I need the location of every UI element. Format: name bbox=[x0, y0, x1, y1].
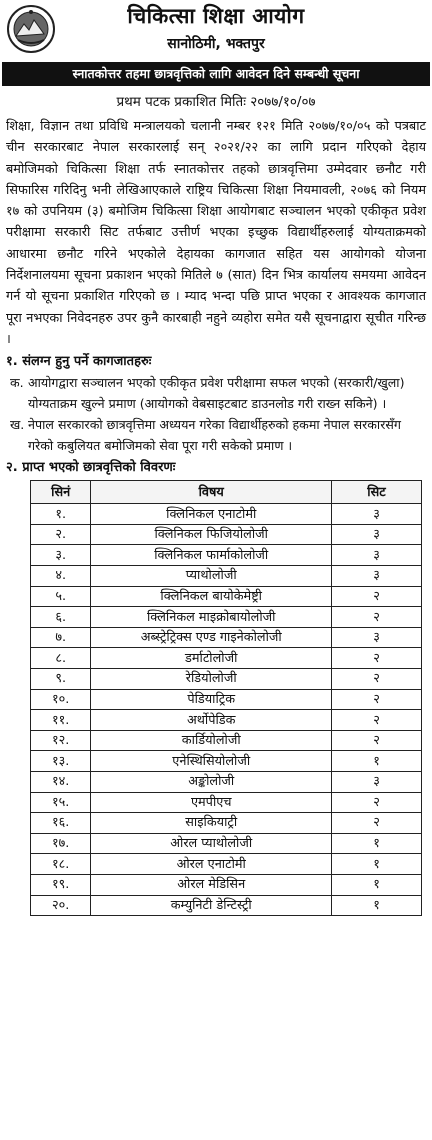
row-seat-cell: ३ bbox=[332, 771, 422, 792]
table-row bbox=[31, 504, 422, 525]
table-header-row bbox=[31, 481, 422, 504]
row-seat-cell: २ bbox=[332, 586, 422, 607]
document-item bbox=[0, 372, 432, 414]
row-subject-cell: कम्युनिटी डेन्टिस्ट्री bbox=[91, 895, 332, 916]
table-row bbox=[31, 854, 422, 875]
row-sn-cell: ४. bbox=[31, 566, 91, 587]
row-subject-cell: रेडियोलोजी bbox=[91, 669, 332, 690]
table-row bbox=[31, 586, 422, 607]
row-subject-cell: क्लिनिकल एनाटोमी bbox=[91, 504, 332, 525]
table-row bbox=[31, 751, 422, 772]
row-seat-cell: १ bbox=[332, 874, 422, 895]
notice-banner: स्नातकोत्तर तहमा छात्रवृत्तिको लागि आवेदन दिने सम्बन्धी सूचना bbox=[2, 62, 430, 86]
row-seat-cell: ३ bbox=[332, 627, 422, 648]
row-subject-cell: ओरल प्याथोलोजी bbox=[91, 833, 332, 854]
table-row bbox=[31, 792, 422, 813]
row-subject-cell: पेडियाट्रिक bbox=[91, 689, 332, 710]
table-row bbox=[31, 771, 422, 792]
table-row bbox=[31, 813, 422, 834]
row-sn-cell: ७. bbox=[31, 627, 91, 648]
org-title: चिकित्सा शिक्षा आयोग bbox=[127, 4, 305, 28]
row-subject-cell: ओरल एनाटोमी bbox=[91, 854, 332, 875]
row-subject-cell: प्याथोलोजी bbox=[91, 566, 332, 587]
row-seat-cell: २ bbox=[332, 648, 422, 669]
row-seat-cell: ३ bbox=[332, 566, 422, 587]
table-row bbox=[31, 545, 422, 566]
table-row bbox=[31, 689, 422, 710]
org-address: सानोठिमी, भक्तपुर bbox=[167, 36, 265, 52]
row-subject-cell: क्लिनिकल माइक्रोबायोलोजी bbox=[91, 607, 332, 628]
row-sn-cell: १८. bbox=[31, 854, 91, 875]
row-subject-cell: अङ्कोलोजी bbox=[91, 771, 332, 792]
column-header-seat: सिट bbox=[332, 481, 422, 504]
row-subject-cell: क्लिनिकल फिजियोलोजी bbox=[91, 524, 332, 545]
row-subject-cell: डर्माटोलोजी bbox=[91, 648, 332, 669]
row-sn-cell: २. bbox=[31, 524, 91, 545]
row-seat-cell: ३ bbox=[332, 524, 422, 545]
row-sn-cell: ९. bbox=[31, 669, 91, 690]
item-text: नेपाल सरकारको छात्रवृत्तिमा अध्ययन गरेका विद्यार्थीहरुको हकमा नेपाल सरकारसँग गरेको कबुलियत बमोजिमको सेवा पूरा गरी सकेको प्रमाण । bbox=[28, 417, 401, 454]
row-seat-cell: ३ bbox=[332, 545, 422, 566]
row-seat-cell: २ bbox=[332, 792, 422, 813]
row-seat-cell: ३ bbox=[332, 504, 422, 525]
table-row bbox=[31, 524, 422, 545]
row-seat-cell: २ bbox=[332, 689, 422, 710]
row-sn-cell: ५. bbox=[31, 586, 91, 607]
row-sn-cell: १४. bbox=[31, 771, 91, 792]
table-row bbox=[31, 833, 422, 854]
scholarship-table bbox=[30, 480, 422, 916]
row-sn-cell: ११. bbox=[31, 710, 91, 731]
required-documents-heading: १. संलग्न हुनु पर्ने कागजातहरुः bbox=[6, 354, 152, 370]
notice-body: शिक्षा, विज्ञान तथा प्रविधि मन्त्रालयको चलानी नम्बर १२१ मिति २०७७/१०/०५ को पत्रबाट चीन सरकारबाट नेपाल सरकारलाई सन् २०२१/२२ का लागि प्रदान गरिएको देहाय बमोजिमको चिकित्सा शिक्षा तर्फ स्नातकोत्तर तहको छात्रवृत्तिमा उम्मेदवार छनौट गरी सिफारिस गरिदिनु भनी लेखिआएकाले राष्ट्रिय चिकित्सा शिक्षा नियमावली, २०७६ को नियम १७ को उपनियम (३) बमोजिम चिकित्सा शिक्षा आयोगबाट सञ्चालन भएको एकीकृत प्रवेश परीक्षामा सरकारी सिट तर्फबाट उत्तीर्ण भएका इच्छुक विद्यार्थीहरुलाई योग्यताक्रमको आधारमा छनौट गरिने भएकोले देहायका कागजात सहित यस आयोगको योजना निर्देशनालयमा सूचना प्रकाशन भएको मितिले ७ (सात) दिन भित्र कार्यालय समयमा आवेदन गर्न यो सूचना प्रकाशित गरिएको छ । म्याद भन्दा पछि प्राप्त भएका र आवश्यक कागजात पूरा नभएका निवेदनहरु उपर कुनै कारबाही नहुने व्यहोरा समेत यसै सूचनाद्वारा सूचीत गरिन्छ । bbox=[6, 119, 426, 347]
row-sn-cell: २०. bbox=[31, 895, 91, 916]
row-subject-cell: एमपीएच bbox=[91, 792, 332, 813]
row-subject-cell: अर्थोपेडिक bbox=[91, 710, 332, 731]
table-body bbox=[31, 504, 422, 916]
row-subject-cell: साइकियाट्री bbox=[91, 813, 332, 834]
notice-header bbox=[0, 0, 432, 62]
table-row bbox=[31, 627, 422, 648]
row-seat-cell: १ bbox=[332, 751, 422, 772]
row-seat-cell: २ bbox=[332, 813, 422, 834]
row-sn-cell: ३. bbox=[31, 545, 91, 566]
row-sn-cell: १७. bbox=[31, 833, 91, 854]
row-sn-cell: ६. bbox=[31, 607, 91, 628]
table-row bbox=[31, 607, 422, 628]
column-header-subject: विषय bbox=[91, 481, 332, 504]
row-subject-cell: अब्स्ट्रेट्रिक्स एण्ड गाइनेकोलोजी bbox=[91, 627, 332, 648]
publication-date: प्रथम पटक प्रकाशित मितिः २०७७/१०/०७ bbox=[116, 94, 316, 110]
row-sn-cell: १. bbox=[31, 504, 91, 525]
item-text: आयोगद्वारा सञ्चालन भएको एकीकृत प्रवेश परीक्षामा सफल भएको (सरकारी/खुला) योग्यताक्रम खुल्ने प्रमाण (आयोगको वेबसाइटबाट डाउनलोड गरी राख्न सकिने) । bbox=[28, 375, 405, 412]
row-seat-cell: २ bbox=[332, 710, 422, 731]
row-subject-cell: क्लिनिकल बायोकेमेष्ट्री bbox=[91, 586, 332, 607]
item-marker: ख. bbox=[10, 417, 25, 433]
row-subject-cell: ओरल मेडिसिन bbox=[91, 874, 332, 895]
row-sn-cell: ८. bbox=[31, 648, 91, 669]
row-seat-cell: २ bbox=[332, 730, 422, 751]
row-sn-cell: १५. bbox=[31, 792, 91, 813]
row-seat-cell: १ bbox=[332, 833, 422, 854]
table-row bbox=[31, 895, 422, 916]
row-sn-cell: १३. bbox=[31, 751, 91, 772]
row-seat-cell: १ bbox=[332, 895, 422, 916]
row-subject-cell: कार्डियोलोजी bbox=[91, 730, 332, 751]
table-row bbox=[31, 710, 422, 731]
row-seat-cell: २ bbox=[332, 607, 422, 628]
table-row bbox=[31, 730, 422, 751]
document-item bbox=[0, 414, 432, 456]
row-seat-cell: २ bbox=[332, 669, 422, 690]
row-subject-cell: क्लिनिकल फार्माकोलोजी bbox=[91, 545, 332, 566]
table-row bbox=[31, 648, 422, 669]
row-sn-cell: १०. bbox=[31, 689, 91, 710]
column-header-sn: सिनं bbox=[31, 481, 91, 504]
table-row bbox=[31, 874, 422, 895]
item-marker: क. bbox=[10, 375, 24, 391]
table-row bbox=[31, 566, 422, 587]
row-seat-cell: १ bbox=[332, 854, 422, 875]
table-row bbox=[31, 669, 422, 690]
row-sn-cell: १९. bbox=[31, 874, 91, 895]
row-subject-cell: एनेस्थिसियोलोजी bbox=[91, 751, 332, 772]
scholarship-details-heading: २. प्राप्त भएको छात्रवृत्तिको विवरणः bbox=[6, 460, 176, 476]
row-sn-cell: १६. bbox=[31, 813, 91, 834]
row-sn-cell: १२. bbox=[31, 730, 91, 751]
